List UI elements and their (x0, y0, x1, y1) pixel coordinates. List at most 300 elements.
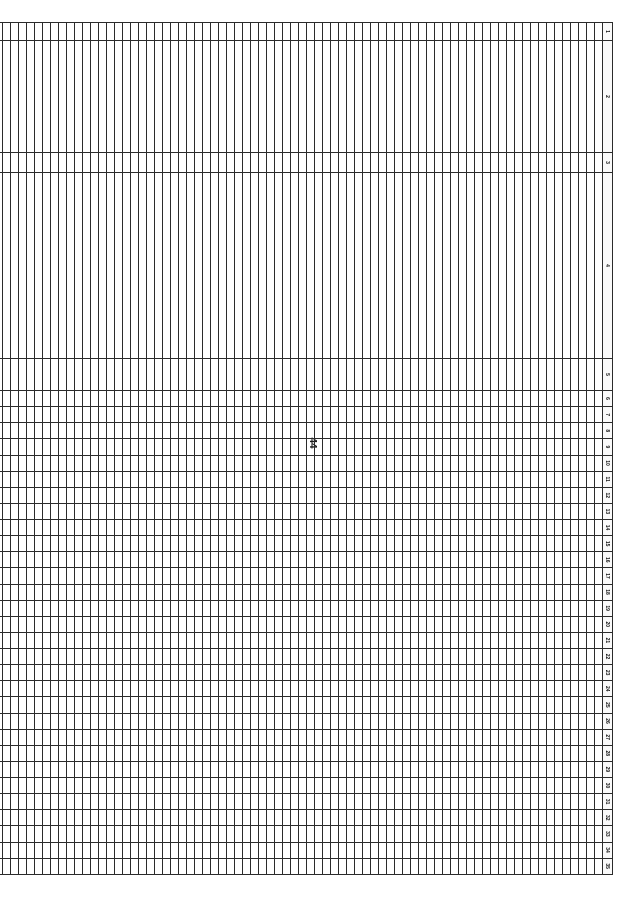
table-cell (547, 810, 555, 826)
table-cell (107, 359, 115, 391)
table-cell (387, 778, 395, 794)
table-cell (3, 794, 11, 810)
table-cell (307, 455, 315, 471)
column-header: 2 (603, 41, 613, 153)
table-cell (499, 407, 507, 423)
table-cell (123, 173, 131, 359)
table-cell (579, 665, 587, 681)
table-cell (27, 423, 35, 439)
table-cell (147, 153, 155, 173)
table-cell (507, 697, 515, 713)
table-cell (227, 423, 235, 439)
table-cell (91, 41, 99, 153)
table-cell (283, 23, 291, 41)
table-cell (283, 568, 291, 584)
table-cell (411, 842, 419, 858)
table-cell (195, 552, 203, 568)
table-cell (51, 600, 59, 616)
table-cell (339, 503, 347, 519)
table-cell (19, 713, 27, 729)
table-cell (483, 778, 491, 794)
table-cell (595, 41, 603, 153)
table-cell (203, 842, 211, 858)
table-cell (563, 584, 571, 600)
table-cell (363, 649, 371, 665)
table-cell (195, 842, 203, 858)
table-cell (203, 810, 211, 826)
table-cell (219, 713, 227, 729)
table-cell (403, 552, 411, 568)
table-cell (363, 842, 371, 858)
table-cell (59, 471, 67, 487)
table-cell (571, 552, 579, 568)
table-cell (171, 536, 179, 552)
column-header: 27 (603, 729, 613, 745)
table-row (91, 23, 99, 875)
table-cell (587, 745, 595, 761)
table-cell (395, 439, 403, 455)
table-cell (139, 826, 147, 842)
table-cell (395, 858, 403, 874)
table-cell (283, 173, 291, 359)
table-cell (163, 858, 171, 874)
table-cell (163, 826, 171, 842)
table-cell (99, 568, 107, 584)
table-cell (19, 552, 27, 568)
table-cell (363, 391, 371, 407)
table-cell (171, 359, 179, 391)
table-cell (163, 23, 171, 41)
table-cell (427, 359, 435, 391)
table-cell (219, 826, 227, 842)
table-cell (515, 552, 523, 568)
table-cell (51, 729, 59, 745)
table-cell (331, 826, 339, 842)
table-cell (563, 455, 571, 471)
table-cell (387, 794, 395, 810)
table-cell (387, 568, 395, 584)
table-cell (75, 729, 83, 745)
table-cell (187, 665, 195, 681)
table-cell (243, 41, 251, 153)
table-cell (403, 616, 411, 632)
table-cell (579, 778, 587, 794)
table-cell (139, 729, 147, 745)
table-cell (195, 423, 203, 439)
table-cell (587, 713, 595, 729)
table-cell (91, 439, 99, 455)
table-cell (59, 729, 67, 745)
table-cell (67, 778, 75, 794)
table-cell (203, 359, 211, 391)
table-cell (251, 649, 259, 665)
table-cell (43, 503, 51, 519)
table-cell (115, 173, 123, 359)
table-cell (83, 778, 91, 794)
table-cell (515, 842, 523, 858)
table-cell (595, 568, 603, 584)
table-cell (563, 810, 571, 826)
table-cell (123, 423, 131, 439)
table-cell (155, 713, 163, 729)
table-cell (403, 439, 411, 455)
table-cell (163, 745, 171, 761)
table-cell (163, 439, 171, 455)
table-cell (355, 600, 363, 616)
table-cell (339, 713, 347, 729)
table-cell (27, 391, 35, 407)
table-cell (355, 697, 363, 713)
table-cell (227, 665, 235, 681)
table-cell (211, 41, 219, 153)
table-row (307, 23, 315, 875)
table-cell (259, 503, 267, 519)
table-cell (499, 23, 507, 41)
table-cell (59, 858, 67, 874)
table-cell (275, 745, 283, 761)
table-cell (539, 778, 547, 794)
table-cell (411, 761, 419, 777)
table-cell (307, 471, 315, 487)
table-cell (163, 600, 171, 616)
table-cell (227, 391, 235, 407)
table-cell (115, 600, 123, 616)
table-cell (139, 632, 147, 648)
table-cell (107, 520, 115, 536)
table-cell (587, 173, 595, 359)
table-cell (67, 552, 75, 568)
table-cell (323, 41, 331, 153)
table-cell (451, 826, 459, 842)
table-cell (379, 600, 387, 616)
table-cell (227, 600, 235, 616)
table-cell (155, 391, 163, 407)
table-cell (507, 359, 515, 391)
table-cell (579, 439, 587, 455)
table-cell (435, 697, 443, 713)
table-cell (243, 665, 251, 681)
table-cell (347, 23, 355, 41)
table-cell (435, 487, 443, 503)
table-cell (179, 536, 187, 552)
table-cell (339, 439, 347, 455)
table-cell (523, 359, 531, 391)
table-cell (499, 439, 507, 455)
table-cell (147, 41, 155, 153)
table-cell (307, 423, 315, 439)
table-cell (251, 471, 259, 487)
table-cell (531, 842, 539, 858)
table-cell (555, 552, 563, 568)
table-cell (163, 681, 171, 697)
table-cell (131, 173, 139, 359)
table-cell (107, 536, 115, 552)
table-cell (163, 713, 171, 729)
table-cell (339, 665, 347, 681)
table-cell (3, 810, 11, 826)
table-cell (555, 713, 563, 729)
table-cell (251, 729, 259, 745)
table-row (155, 23, 163, 875)
table-cell (563, 681, 571, 697)
table-cell (267, 41, 275, 153)
table-cell (523, 423, 531, 439)
table-cell (235, 810, 243, 826)
table-cell (107, 173, 115, 359)
table-cell (595, 745, 603, 761)
table-cell (315, 503, 323, 519)
table-cell (171, 600, 179, 616)
table-cell (203, 584, 211, 600)
table-cell (203, 761, 211, 777)
table-cell (355, 568, 363, 584)
table-cell (227, 632, 235, 648)
table-cell (163, 584, 171, 600)
table-cell (555, 745, 563, 761)
table-cell (411, 745, 419, 761)
table-cell (579, 584, 587, 600)
column-header: 28 (603, 745, 613, 761)
table-cell (499, 632, 507, 648)
table-cell (75, 632, 83, 648)
table-cell (443, 455, 451, 471)
table-cell (587, 487, 595, 503)
table-cell (219, 455, 227, 471)
table-cell (571, 616, 579, 632)
column-header: 30 (603, 778, 613, 794)
table-cell (147, 359, 155, 391)
table-cell (323, 23, 331, 41)
table-cell (139, 359, 147, 391)
table-cell (19, 778, 27, 794)
table-cell (123, 632, 131, 648)
table-cell (483, 568, 491, 584)
table-cell (155, 649, 163, 665)
table-cell (0, 713, 3, 729)
table-cell (283, 359, 291, 391)
table-cell (427, 439, 435, 455)
table-cell (491, 665, 499, 681)
table-cell (483, 153, 491, 173)
table-cell (467, 41, 475, 153)
table-cell (43, 697, 51, 713)
table-cell (459, 520, 467, 536)
table-cell (499, 153, 507, 173)
table-cell (435, 41, 443, 153)
table-cell (243, 173, 251, 359)
table-cell (483, 503, 491, 519)
table-cell (323, 487, 331, 503)
table-cell (547, 503, 555, 519)
table-cell (11, 487, 19, 503)
table-cell (443, 649, 451, 665)
table-cell (59, 173, 67, 359)
table-cell (595, 552, 603, 568)
table-cell (579, 745, 587, 761)
table-cell (91, 407, 99, 423)
table-cell (147, 568, 155, 584)
table-cell (227, 681, 235, 697)
table-cell (43, 153, 51, 173)
table-cell (411, 471, 419, 487)
table-cell (307, 407, 315, 423)
table-cell (67, 842, 75, 858)
table-cell (171, 858, 179, 874)
table-cell (347, 761, 355, 777)
table-cell (451, 568, 459, 584)
table-cell (235, 503, 243, 519)
table-cell (539, 729, 547, 745)
table-cell (515, 391, 523, 407)
table-cell (555, 503, 563, 519)
table-cell (27, 455, 35, 471)
table-cell (475, 23, 483, 41)
table-cell (211, 665, 219, 681)
table-cell (499, 794, 507, 810)
table-cell (507, 23, 515, 41)
table-cell (251, 536, 259, 552)
table-cell (299, 794, 307, 810)
table-cell (11, 173, 19, 359)
table-cell (307, 858, 315, 874)
table-cell (227, 23, 235, 41)
table-cell (275, 41, 283, 153)
table-cell (363, 713, 371, 729)
table-row (443, 23, 451, 875)
table-cell (579, 842, 587, 858)
table-cell (155, 842, 163, 858)
table-cell (451, 23, 459, 41)
table-cell (467, 681, 475, 697)
table-cell (107, 552, 115, 568)
table-cell (411, 455, 419, 471)
table-cell (3, 681, 11, 697)
table-cell (107, 455, 115, 471)
table-cell (347, 632, 355, 648)
table-cell (499, 616, 507, 632)
table-cell (187, 826, 195, 842)
table-cell (459, 810, 467, 826)
table-cell (235, 23, 243, 41)
table-cell (235, 713, 243, 729)
table-cell (531, 407, 539, 423)
table-cell (0, 697, 3, 713)
table-cell (515, 520, 523, 536)
table-cell (579, 423, 587, 439)
table-cell (355, 794, 363, 810)
table-cell (171, 794, 179, 810)
table-cell (243, 503, 251, 519)
table-cell (283, 616, 291, 632)
table-cell (515, 536, 523, 552)
table-cell (427, 173, 435, 359)
table-cell (563, 568, 571, 584)
table-cell (19, 616, 27, 632)
table-cell (515, 794, 523, 810)
table-row (355, 23, 363, 875)
table-cell (547, 520, 555, 536)
table-cell (315, 681, 323, 697)
table-cell (315, 423, 323, 439)
table-cell (235, 681, 243, 697)
table-cell (123, 391, 131, 407)
table-cell (3, 455, 11, 471)
table-cell (19, 697, 27, 713)
table-cell (27, 745, 35, 761)
table-cell (99, 503, 107, 519)
table-cell (283, 842, 291, 858)
table-cell (403, 649, 411, 665)
table-cell (195, 536, 203, 552)
table-cell (475, 697, 483, 713)
table-cell (587, 794, 595, 810)
table-cell (171, 407, 179, 423)
table-cell (211, 391, 219, 407)
table-cell (91, 536, 99, 552)
table-cell (211, 649, 219, 665)
table-cell (571, 520, 579, 536)
table-cell (355, 471, 363, 487)
table-cell (475, 568, 483, 584)
table-cell (315, 487, 323, 503)
table-cell (323, 616, 331, 632)
table-cell (563, 616, 571, 632)
table-cell (523, 41, 531, 153)
table-cell (315, 584, 323, 600)
table-cell (491, 455, 499, 471)
table-cell (515, 778, 523, 794)
table-cell (235, 455, 243, 471)
table-cell (499, 552, 507, 568)
table-cell (219, 439, 227, 455)
table-cell (323, 842, 331, 858)
table-cell (259, 153, 267, 173)
table-cell (131, 41, 139, 153)
table-cell (83, 391, 91, 407)
table-cell (363, 536, 371, 552)
table-cell (139, 439, 147, 455)
table-cell (195, 778, 203, 794)
table-cell (331, 41, 339, 153)
table-cell (323, 423, 331, 439)
table-cell (171, 391, 179, 407)
table-cell (43, 632, 51, 648)
table-cell (107, 632, 115, 648)
table-cell (531, 471, 539, 487)
table-cell (123, 665, 131, 681)
table-cell (147, 23, 155, 41)
table-cell (91, 455, 99, 471)
table-cell (563, 359, 571, 391)
table-cell (147, 439, 155, 455)
table-cell (3, 842, 11, 858)
table-cell (467, 697, 475, 713)
table-cell (19, 536, 27, 552)
table-cell (195, 761, 203, 777)
table-cell (43, 439, 51, 455)
table-cell (467, 471, 475, 487)
table-cell (67, 745, 75, 761)
table-cell (499, 359, 507, 391)
table-cell (0, 778, 3, 794)
table-cell (419, 439, 427, 455)
table-cell (107, 600, 115, 616)
table-cell (51, 41, 59, 153)
table-cell (419, 681, 427, 697)
table-cell (571, 858, 579, 874)
table-cell (75, 391, 83, 407)
table-cell (419, 407, 427, 423)
